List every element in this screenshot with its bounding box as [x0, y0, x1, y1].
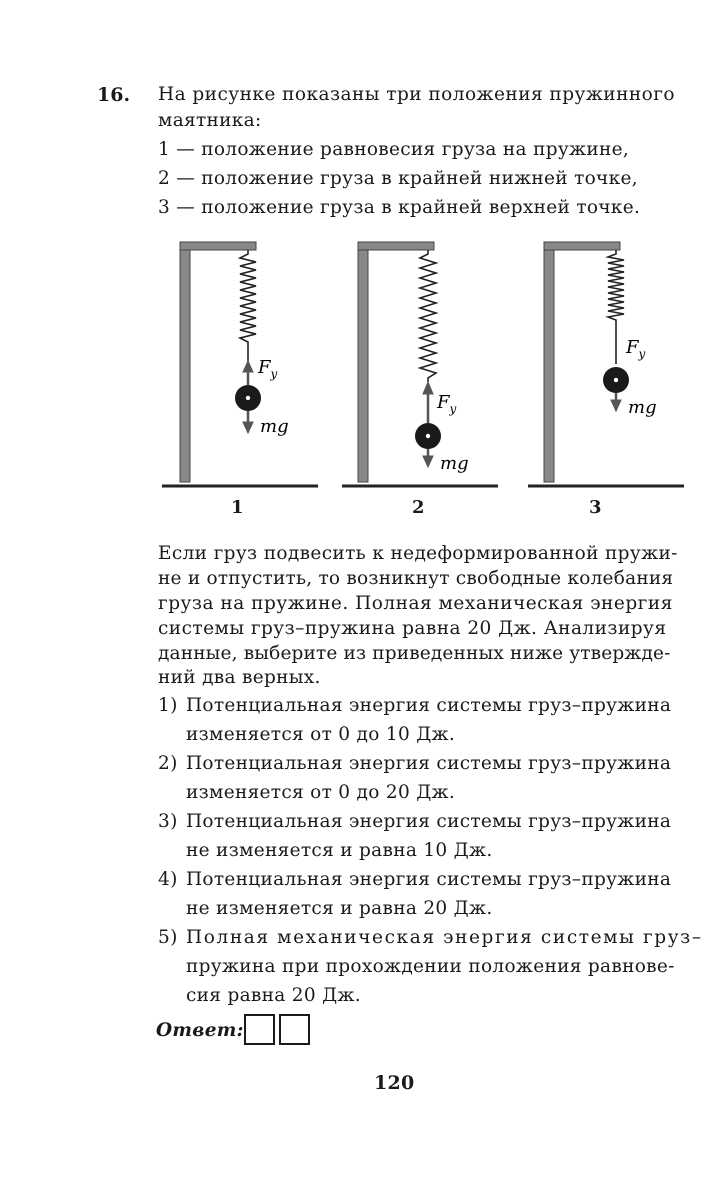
- stand-3-post: [544, 242, 554, 482]
- body-line-5: данные, выберите из приведенных ниже утвержде-: [158, 643, 671, 664]
- answer-boxes: [244, 1014, 310, 1045]
- spring-3: [608, 250, 624, 364]
- stand-1-beam: [180, 242, 256, 250]
- option-3-line-2: не изменяется и равна 10 Дж.: [186, 840, 493, 861]
- position-1-text: 1 — положение равновесия груза на пружине,: [158, 139, 630, 160]
- answer-box-1[interactable]: [244, 1014, 275, 1045]
- option-2-line-1: Потенциальная энергия системы груз–пружина: [186, 753, 672, 774]
- stand-3-beam: [544, 242, 620, 250]
- spring-1: [240, 250, 256, 368]
- stand-2-beam: [358, 242, 434, 250]
- problem-intro-line-1: На рисунке показаны три положения пружинного: [158, 84, 675, 105]
- force-label-spring-3: $F_у$: [626, 337, 646, 361]
- option-2-number: 2): [158, 753, 178, 774]
- pendulum-figure: [0, 230, 720, 520]
- position-2-text: 2 — положение груза в крайней нижней точке,: [158, 168, 638, 189]
- answer-label: Ответ:: [156, 1020, 244, 1041]
- problem-intro-line-2: маятника:: [158, 110, 262, 131]
- body-line-2: не и отпустить, то возникнут свободные колебания: [158, 568, 674, 589]
- option-1-number: 1): [158, 695, 178, 716]
- force-arrows-3: [611, 393, 621, 411]
- force-label-gravity-2: mg: [440, 453, 469, 474]
- force-label-spring-1: $F_у$: [258, 357, 278, 381]
- page-number: 120: [374, 1072, 415, 1094]
- body-line-4: системы груз–пружина равна 20 Дж. Анализируя: [158, 618, 667, 639]
- option-3-line-1: Потенциальная энергия системы груз–пружина: [186, 811, 672, 832]
- option-5-line-3: сия равна 20 Дж.: [186, 985, 361, 1006]
- option-2-line-2: изменяется от 0 до 20 Дж.: [186, 782, 456, 803]
- problem-number: 16.: [97, 84, 131, 106]
- option-1-line-2: изменяется от 0 до 10 Дж.: [186, 724, 456, 745]
- position-3-text: 3 — положение груза в крайней верхней точке.: [158, 197, 641, 218]
- body-line-1: Если груз подвесить к недеформированной пружи-: [158, 543, 678, 564]
- option-4-number: 4): [158, 869, 178, 890]
- body-line-3: груза на пружине. Полная механическая энергия: [158, 593, 673, 614]
- option-1-line-1: Потенциальная энергия системы груз–пружина: [186, 695, 672, 716]
- spring-2: [420, 250, 436, 382]
- option-3-number: 3): [158, 811, 178, 832]
- force-label-gravity-3: mg: [628, 397, 657, 418]
- option-4-line-2: не изменяется и равна 20 Дж.: [186, 898, 493, 919]
- option-5-number: 5): [158, 927, 178, 948]
- figure-label-2: 2: [412, 497, 425, 518]
- figure-label-1: 1: [231, 497, 244, 518]
- body-line-6: ний два верных.: [158, 667, 321, 688]
- option-5-line-1: Полная механическая энергия системы груз–: [186, 927, 703, 948]
- answer-box-2[interactable]: [279, 1014, 310, 1045]
- force-label-spring-2: $F_у$: [437, 392, 457, 416]
- figure-label-3: 3: [589, 497, 602, 518]
- option-5-line-2: пружина при прохождении положения равнове-: [186, 956, 675, 977]
- force-label-gravity-1: mg: [260, 416, 289, 437]
- stand-2-post: [358, 242, 368, 482]
- stand-1-post: [180, 242, 190, 482]
- option-4-line-1: Потенциальная энергия системы груз–пружина: [186, 869, 672, 890]
